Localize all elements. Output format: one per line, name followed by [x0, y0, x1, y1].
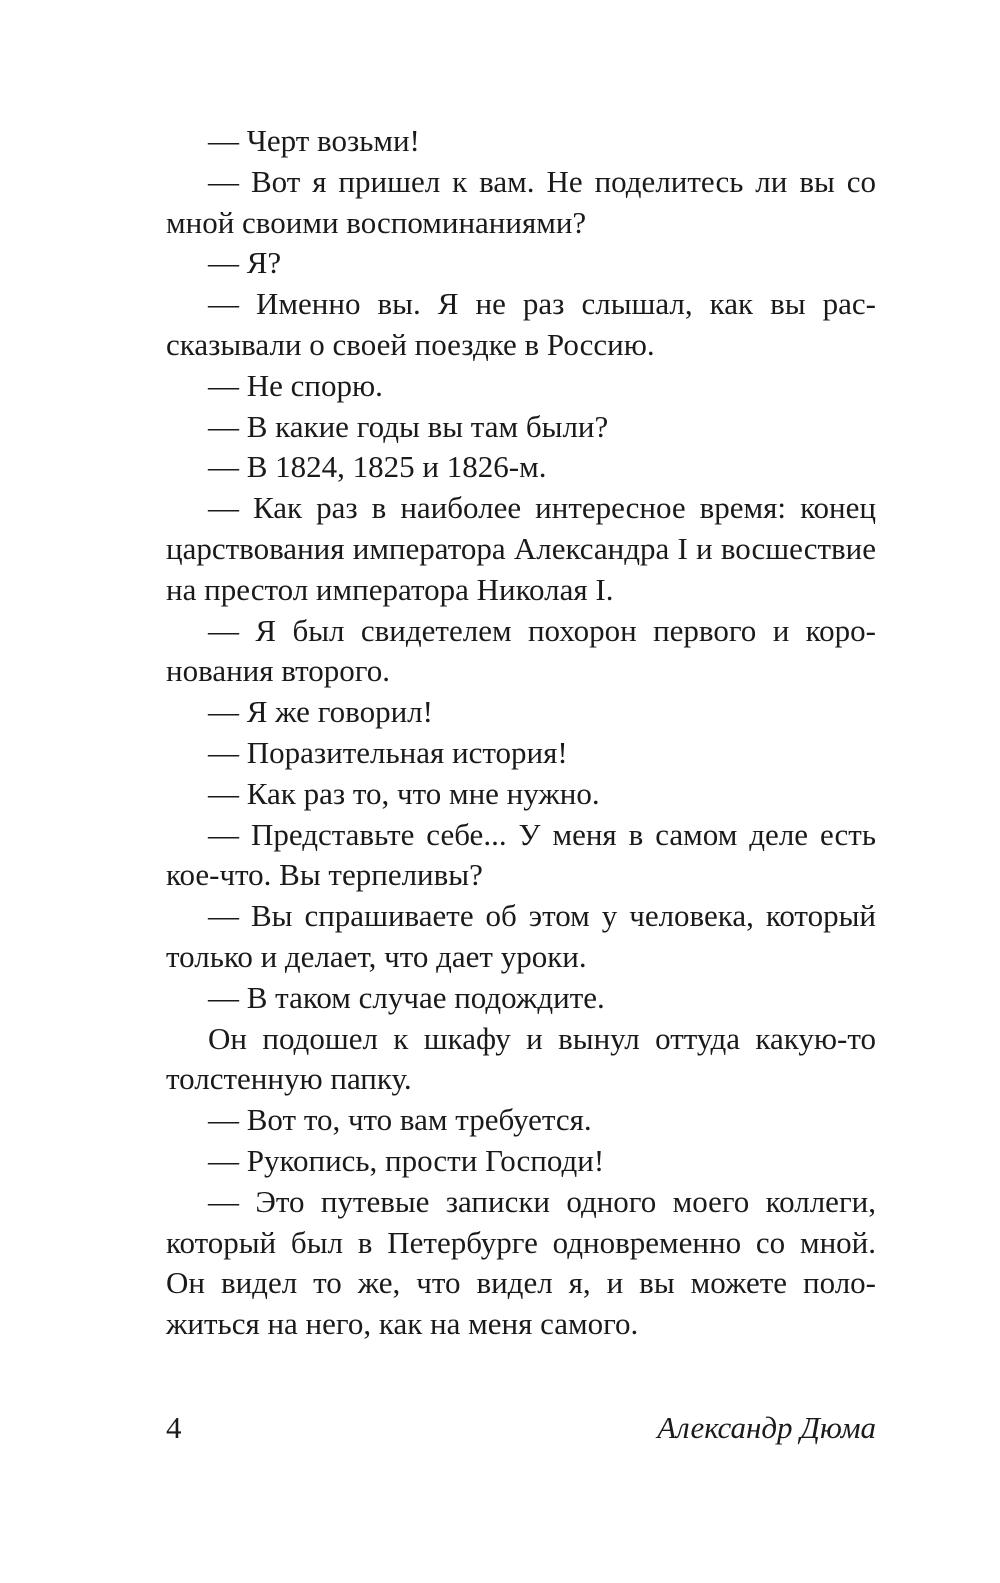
paragraph: — Именно вы. Я не раз слышал, как вы рассказывали о своей поездке в Россию. — [166, 286, 876, 362]
paragraph: — Вот я пришел к вам. Не поделитесь ли вы со мной своими воспоминаниями? — [166, 163, 876, 240]
paragraph: — Черт возьми! — [208, 123, 420, 158]
paragraph: — Я был свидетелем похорон первого и коронования второго. — [166, 612, 876, 689]
paragraph: — Вы спрашиваете об этом у человека, который только и делает, что дает уроки. — [166, 898, 876, 974]
paragraph: — Это путевые записки одного моего коллеги, который был в Петербурге одновременно со мной. Он видел то же, что видел я, и вы можете положиться на него, как на меня самого. — [166, 1183, 876, 1342]
paragraph: — Поразительная история! — [208, 734, 568, 770]
page-body-text — [166, 121, 876, 1345]
paragraph: — Вот то, что вам требуется. — [208, 1102, 592, 1138]
paragraph: — Рукопись, прости Господи! — [208, 1142, 605, 1178]
paragraph: — Я? — [208, 245, 282, 281]
paragraph: — В какие годы вы там были? — [208, 408, 609, 444]
paragraph: — Как раз в наиболее интересное время: конец царствования императора Александра I и восшествие на престол императора Николая I. — [166, 490, 876, 607]
paragraph: — Не спорю. — [208, 367, 383, 403]
paragraph: — Как раз то, что мне нужно. — [208, 775, 600, 811]
paragraph: Он подошел к шкафу и вынул оттуда какую-то толстенную папку. — [166, 1020, 876, 1097]
paragraph: — В 1824, 1825 и 1826-м. — [208, 449, 547, 485]
paragraph: — Я же говорил! — [208, 694, 433, 730]
paragraph: — В таком случае подождите. — [208, 979, 605, 1015]
page-number: 4 — [166, 1410, 182, 1445]
running-footer-author: Александр Дюма — [657, 1410, 876, 1445]
paragraph: — Представьте себе... У меня в самом деле есть кое-что. Вы терпеливы? — [166, 816, 876, 893]
